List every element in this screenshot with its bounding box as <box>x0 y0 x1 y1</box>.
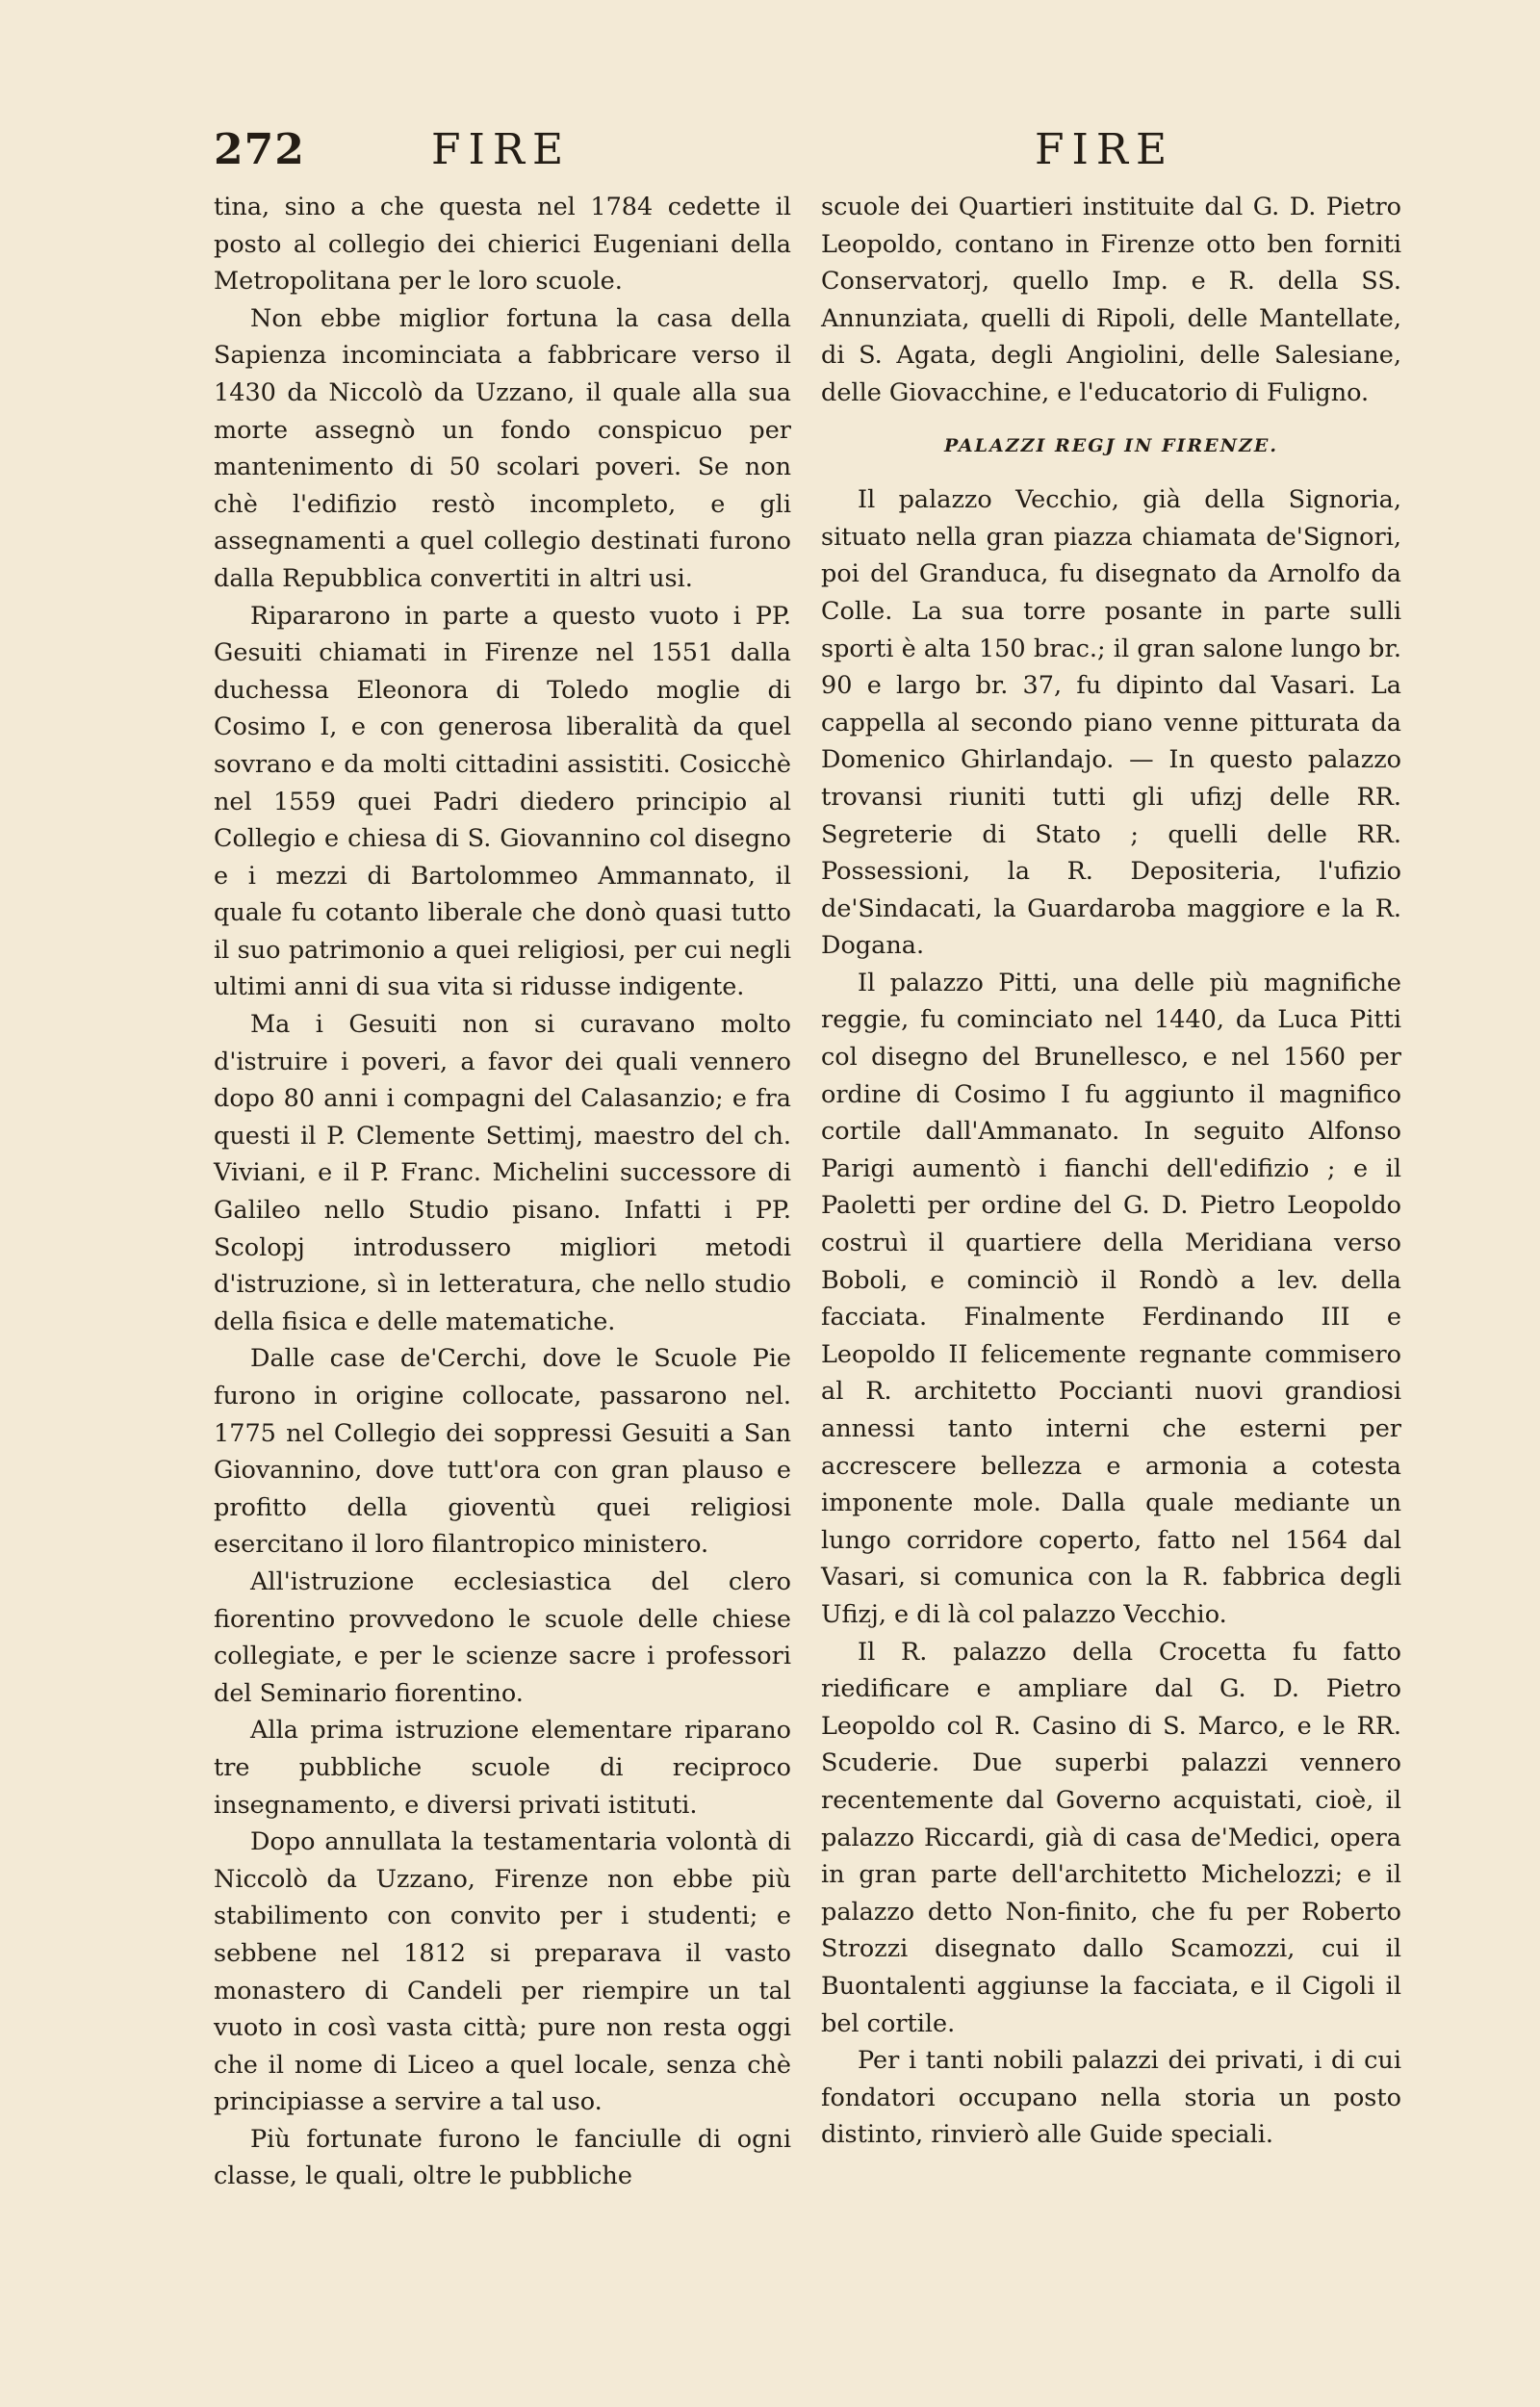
paragraph: Il palazzo Pitti, una delle più magnifiche reggie, fu cominciato nel 1440, da Luca Pitti col disegno del Brunellesco, e nel 1560 per ordine di Cosimo I fu aggiunto il magnifico cortile dall'Ammanato. In seguito Alfonso Parigi aumentò i fianchi dell'edifizio ; e il Paoletti per ordine del G. D. Pietro Leopoldo costruì il quartiere della Meridiana verso Boboli, e cominciò il Rondò a lev. della facciata. Finalmente Ferdinando III e Leopoldo II felicemente regnante commisero al R. architetto Poccianti nuovi grandiosi annessi tanto interni che esterni per accrescere bellezza e armonia a cotesta imponente mole. Dalla quale mediante un lungo corridore coperto, fatto nel 1564 dal Vasari, si comunica con la R. fabbrica degli Ufizj, e di là col palazzo Vecchio. <box>821 968 1401 1629</box>
paragraph: Non ebbe miglior fortuna la casa della Sapienza incominciata a fabbricare verso il 1430 da Niccolò da Uzzano, il quale alla sua morte assegnò un fondo conspicuo per mantenimento di 50 scolari poveri. Se non chè l'edifizio restò incompleto, e gli assegnamenti a quel collegio destinati furono dalla Repubblica convertiti in altri usi. <box>214 303 791 593</box>
paragraph: Ripararono in parte a questo vuoto i PP. Gesuiti chiamati in Firenze nel 1551 dalla duchessa Eleonora di Toledo moglie di Cosimo I, e con generosa liberalità da quel sovrano e da molti cittadini assistiti. Cosicchè nel 1559 quei Padri diedero principio al Collegio e chiesa di S. Giovannino col disegno e i mezzi di Bartolommeo Ammannato, il quale fu cotanto liberale che donò quasi tutto il suo patrimonio a quei religiosi, per cui negli ultimi anni di sua vita si ridusse indigente. <box>214 601 791 1002</box>
paragraph: Più fortunate furono le fanciulle di ogni classe, le quali, oltre le pubbliche <box>214 2124 791 2191</box>
page-number: 272 <box>214 125 305 174</box>
paragraph: Alla prima istruzione elementare riparano tre pubbliche scuole di reciproco insegnamento, e diversi privati istituti. <box>214 1716 791 1820</box>
paragraph: All'istruzione ecclesiastica del clero fiorentino provvedono le scuole delle chiese collegiate, e per le scienze sacre i professori del Seminario fiorentino. <box>214 1566 791 1708</box>
section-heading: PALAZZI REGJ IN FIRENZE. <box>944 434 1278 456</box>
paragraph: Il R. palazzo della Crocetta fu fatto riedificare e ampliare dal G. D. Pietro Leopoldo col R. Casino di S. Marco, e le RR. Scuderie. Due superbi palazzi vennero recentemente dal Governo acquistati, cioè, il palazzo Riccardi, già di casa de'Medici, opera in gran parte dell'architetto Michelozzi; e il palazzo detto Non-finito, che fu per Roberto Strozzi disegnato dallo Scamozzi, cui il Buontalenti aggiunse la facciata, e il Cigoli il bel cortile. <box>821 1637 1401 2038</box>
running-head-left: FIRE <box>431 125 572 174</box>
paragraph: Il palazzo Vecchio, già della Signoria, situato nella gran piazza chiamata de'Signori, poi del Granduca, fu disegnato da Arnolfo da Colle. La sua torre posante in parte sulli sporti è alta 150 brac.; il gran salone lungo br. 90 e largo br. 37, fu dipinto dal Vasari. La cappella al secondo piano venne pitturata da Domenico Ghirlandajo. — In questo palazzo trovansi riuniti tutti gli ufizj delle RR. Segreterie di Stato ; quelli delle RR. Possessioni, la R. Depositeria, l'ufizio de'Sindacati, la Guardaroba maggiore e la R. Dogana. <box>821 485 1401 961</box>
left-column <box>214 189 791 2195</box>
paragraph: Ma i Gesuiti non si curavano molto d'istruire i poveri, a favor dei quali vennero dopo 80 anni i compagni del Calasanzio; e fra questi il P. Clemente Settimj, maestro del ch. Viviani, e il P. Franc. Michelini successore di Galileo nello Studio pisano. Infatti i PP. Scolopj introdussero migliori metodi d'istruzione, sì in letteratura, che nello studio della fisica e delle matematiche. <box>214 1010 791 1336</box>
paragraph: Dalle case de'Cerchi, dove le Scuole Pie furono in origine collocate, passarono nel. 1775 nel Collegio dei soppressi Gesuiti a San Giovannino, dove tutt'ora con gran plauso e profitto della gioventù quei religiosi esercitano il loro filantropico ministero. <box>214 1344 791 1560</box>
right-column <box>821 189 1401 2154</box>
paragraph: tina, sino a che questa nel 1784 cedette il posto al collegio dei chierici Eugeniani della Metropolitana per le loro scuole. <box>214 193 791 297</box>
paragraph: Per i tanti nobili palazzi dei privati, i di cui fondatori occupano nella storia un posto distinto, rinvierò alle Guide speciali. <box>821 2046 1401 2150</box>
paragraph: scuole dei Quartieri instituite dal G. D. Pietro Leopoldo, contano in Firenze otto ben forniti Conservatorj, quello Imp. e R. della SS. Annunziata, quelli di Ripoli, delle Mantellate, di S. Agata, degli Angiolini, delle Salesiane, delle Giovacchine, e l'educatorio di Fuligno. <box>821 193 1401 407</box>
paragraph: Dopo annullata la testamentaria volontà di Niccolò da Uzzano, Firenze non ebbe più stabilimento con convito per i studenti; e sebbene nel 1812 si preparava il vasto monastero di Candeli per riempire un tal vuoto in così vasta città; pure non resta oggi che il nome di Liceo a quel locale, senza chè principiasse a servire a tal uso. <box>214 1827 791 2117</box>
running-head-right: FIRE <box>1035 125 1175 174</box>
page-header <box>202 125 1357 183</box>
